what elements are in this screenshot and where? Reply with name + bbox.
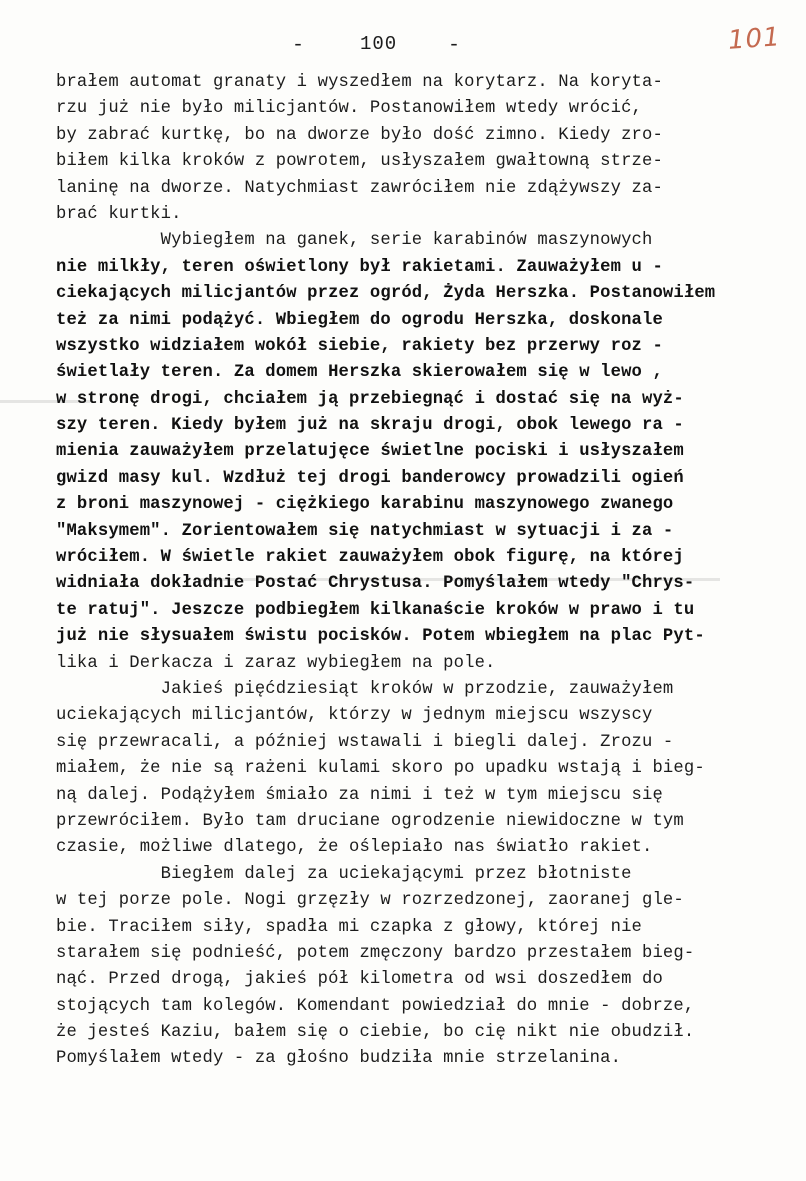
text-line: lika i Derkacza i zaraz wybiegłem na pole. — [56, 653, 496, 673]
text-line: się przewracali, a później wstawali i biegli dalej. Zrozu - — [56, 732, 674, 752]
text-line: Jakieś pięćdziesiąt kroków w przodzie, zauważyłem — [56, 679, 674, 699]
text-line: ną dalej. Podążyłem śmiało za nimi i też w tym miejscu się — [56, 785, 663, 805]
page-number: 100 — [360, 33, 398, 55]
text-line: Pomyślałem wtedy - za głośno budziła mnie strzelanina. — [56, 1049, 622, 1069]
text-line: już nie słysuałem świstu pocisków. Potem wbiegłem na plac Pyt- — [56, 627, 705, 647]
text-line: wróciłem. W świetle rakiet zauważyłem obok figurę, na której — [56, 548, 684, 568]
page-header — [0, 30, 806, 60]
text-line: laninę na dworze. Natychmiast zawróciłem nie zdążywszy za- — [56, 178, 663, 198]
text-line: też za nimi podążyć. Wbiegłem do ogrodu Herszka, doskonale — [56, 310, 663, 330]
text-line: stojących tam kolegów. Komendant powiedział do mnie - dobrze, — [56, 996, 695, 1016]
text-line: świetlały teren. Za domem Herszka skierowałem się w lewo , — [56, 363, 663, 383]
text-line: widniała dokładnie Postać Chrystusa. Pomyślałem wtedy "Chrys- — [56, 574, 695, 594]
document-body — [56, 70, 796, 1073]
text-line: biłem kilka kroków z powrotem, usłyszałem gwałtowną strze- — [56, 152, 663, 172]
header-dash-right: - — [448, 34, 461, 57]
header-dash-left: - — [292, 34, 305, 57]
text-line: "Maksymem". Zorientowałem się natychmiast w sytuacji i za - — [56, 521, 674, 541]
text-line: nie milkły, teren oświetlony był rakietami. Zauważyłem u - — [56, 257, 663, 277]
text-line: przewróciłem. Było tam druciane ogrodzenie niewidoczne w tym — [56, 811, 684, 831]
text-line: ciekających milicjantów przez ogród, Żyda Herszka. Postanowiłem — [56, 284, 716, 304]
text-line: z broni maszynowej - ciężkiego karabinu maszynowego zwanego — [56, 495, 674, 515]
text-line: w stronę drogi, chciałem ją przebiegnąć i dostać się na wyż- — [56, 389, 684, 409]
text-line: szy teren. Kiedy byłem już na skraju drogi, obok lewego ra - — [56, 416, 684, 436]
text-line: rzu już nie było milicjantów. Postanowiłem wtedy wrócić, — [56, 99, 642, 119]
text-line: starałem się podnieść, potem zmęczony bardzo przestałem bieg- — [56, 943, 695, 963]
text-line: by zabrać kurtkę, bo na dworze było dość zimno. Kiedy zro- — [56, 125, 663, 145]
text-line: mienia zauważyłem przelatujęce świetlne pociski i usłyszałem — [56, 442, 684, 462]
text-line: wszystko widziałem wokół siebie, rakiety bez przerwy roz - — [56, 336, 663, 356]
text-line: nąć. Przed drogą, jakieś pół kilometra od wsi doszedłem do — [56, 970, 663, 990]
text-line: w tej porze pole. Nogi grzęzły w rozrzedzonej, zaoranej gle- — [56, 891, 684, 911]
handwritten-page-number: 101 — [727, 22, 782, 56]
text-line: te ratuj". Jeszcze podbiegłem kilkanaście kroków w prawo i tu — [56, 600, 695, 620]
text-line: gwizd masy kul. Wzdłuż tej drogi banderowcy prowadzili ogień — [56, 468, 684, 488]
text-line: że jesteś Kaziu, bałem się o ciebie, bo cię nikt nie obudził. — [56, 1023, 695, 1043]
text-line: Biegłem dalej za uciekającymi przez błotniste — [56, 864, 632, 884]
text-line: czasie, możliwe dlatego, że oślepiało nas światło rakiet. — [56, 838, 653, 858]
text-line: uciekających milicjantów, którzy w jednym miejscu wszyscy — [56, 706, 653, 726]
text-line: miałem, że nie są rażeni kulami skoro po upadku wstają i bieg- — [56, 759, 705, 779]
text-line: brać kurtki. — [56, 204, 182, 224]
text-line: bie. Traciłem siły, spadła mi czapka z głowy, której nie — [56, 917, 642, 937]
text-line: Wybiegłem na ganek, serie karabinów maszynowych — [56, 231, 653, 251]
text-line: brałem automat granaty i wyszedłem na korytarz. Na koryta- — [56, 73, 663, 92]
